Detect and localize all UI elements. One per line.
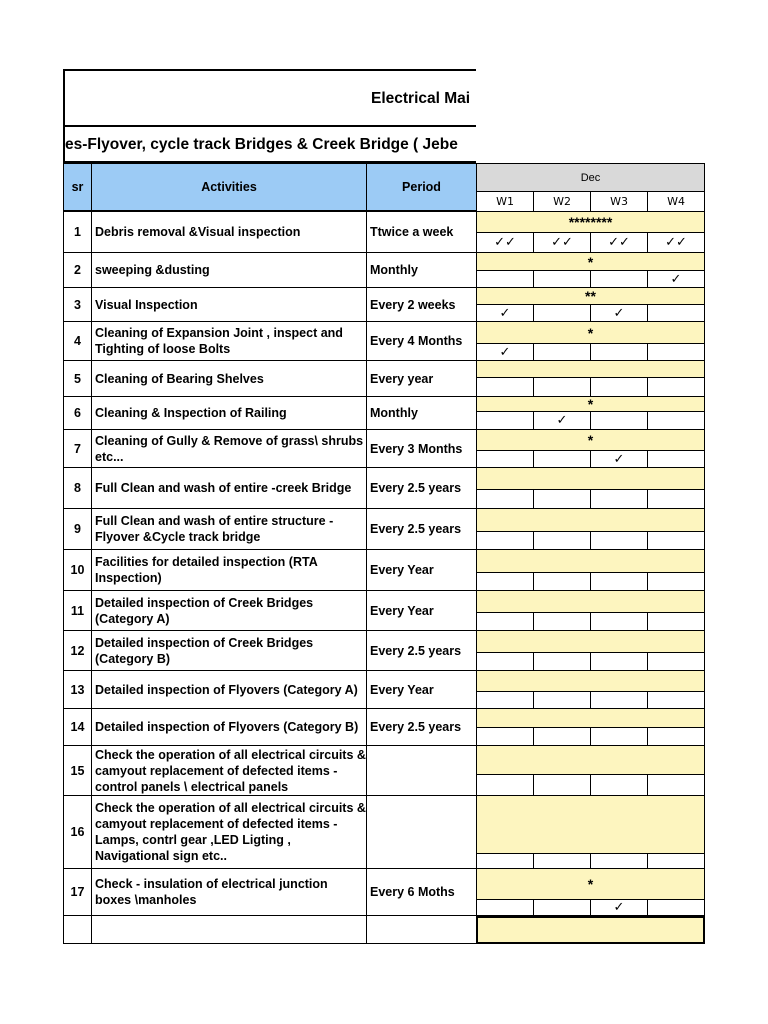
row-1-week-3-done[interactable] bbox=[590, 232, 648, 253]
header-week-3[interactable] bbox=[590, 191, 648, 212]
row-8-week-3-done[interactable] bbox=[590, 489, 648, 509]
row-6-week-2-done[interactable] bbox=[533, 411, 591, 430]
row-13-plan[interactable] bbox=[476, 670, 705, 692]
row-number: 3 bbox=[74, 297, 81, 312]
row-13-week-3-done[interactable] bbox=[590, 691, 648, 709]
row-10-week-2-done[interactable] bbox=[533, 572, 591, 591]
row-15-week-1-done[interactable] bbox=[476, 774, 534, 796]
row-8-week-2-done[interactable] bbox=[533, 489, 591, 509]
row-12-period[interactable] bbox=[366, 630, 477, 671]
row-15-activity[interactable] bbox=[91, 745, 367, 796]
row-13-week-4-done[interactable] bbox=[647, 691, 705, 709]
row-2-period[interactable] bbox=[366, 252, 477, 288]
row-12-week-4-done[interactable] bbox=[647, 652, 705, 671]
period-text: Ttwice a week bbox=[370, 225, 454, 239]
row-number: 13 bbox=[70, 682, 85, 697]
row-12-week-1-done[interactable] bbox=[476, 652, 534, 671]
row-8-period[interactable] bbox=[366, 467, 477, 509]
row-7-week-4-done[interactable] bbox=[647, 450, 705, 468]
done-marks: ✓ bbox=[613, 305, 625, 321]
row-2-activity[interactable] bbox=[91, 252, 367, 288]
row-5-week-4-done[interactable] bbox=[647, 377, 705, 397]
row-5-week-2-done[interactable] bbox=[533, 377, 591, 397]
period-text: Every 2.5 years bbox=[370, 481, 462, 495]
row-14-week-3-done[interactable] bbox=[590, 727, 648, 746]
row-10-plan[interactable] bbox=[476, 549, 705, 573]
row-4-period[interactable] bbox=[366, 321, 477, 361]
activity-text: Cleaning of Expansion Joint , inspect and Tighting of loose Bolts bbox=[95, 326, 343, 356]
row-8-activity[interactable] bbox=[91, 467, 367, 509]
row-14-plan[interactable] bbox=[476, 708, 705, 728]
row-10-activity[interactable] bbox=[91, 549, 367, 591]
done-marks: ✓ bbox=[613, 451, 625, 467]
row-16-activity[interactable] bbox=[91, 795, 367, 869]
sheet-title: Electrical Mai bbox=[371, 90, 471, 107]
activity-text: Detailed inspection of Flyovers (Category B) bbox=[95, 720, 359, 734]
header-week-1[interactable] bbox=[476, 191, 534, 212]
activity-text: Facilities for detailed inspection (RTA Inspection) bbox=[95, 555, 318, 585]
row-1-period[interactable] bbox=[366, 211, 477, 253]
row-number: 15 bbox=[70, 763, 85, 778]
done-marks: ✓ bbox=[670, 271, 682, 287]
period-text: Monthly bbox=[370, 263, 418, 277]
row-9-week-1-done[interactable] bbox=[476, 531, 534, 550]
row-number: 16 bbox=[70, 825, 85, 839]
plan-marks: ** bbox=[585, 288, 596, 304]
row-2-week-1-done[interactable] bbox=[476, 270, 534, 288]
row-number: 11 bbox=[70, 603, 85, 618]
row-7-week-2-done[interactable] bbox=[533, 450, 591, 468]
row-7-week-3-done[interactable] bbox=[590, 450, 648, 468]
row-6-week-4-done[interactable] bbox=[647, 411, 705, 430]
row-10-sr[interactable] bbox=[63, 549, 92, 591]
row-number: 9 bbox=[74, 522, 81, 536]
done-marks: ✓ bbox=[499, 305, 511, 321]
activity-text: Check the operation of all electrical circuits & camyout replacement of defected items -Lamps, contrl gear ,LED Ligting , Navigational sign etc.. bbox=[95, 801, 366, 863]
week-label: W4 bbox=[667, 195, 685, 208]
period-text: Every 2.5 years bbox=[370, 522, 462, 536]
activity-text: Full Clean and wash of entire structure -Flyover &Cycle track bridge bbox=[95, 514, 334, 544]
period-text: Every year bbox=[370, 371, 434, 386]
row-7-plan[interactable] bbox=[476, 429, 705, 451]
activity-text: Detailed inspection of Flyovers (Category A) bbox=[95, 682, 358, 697]
header-period[interactable] bbox=[366, 163, 477, 211]
row-17-activity[interactable] bbox=[91, 868, 367, 916]
row-18-period[interactable] bbox=[366, 915, 477, 944]
row-8-plan[interactable] bbox=[476, 467, 705, 490]
row-6-period[interactable] bbox=[366, 396, 477, 430]
row-11-period[interactable] bbox=[366, 590, 477, 631]
row-number: 8 bbox=[74, 481, 81, 495]
activity-text: Cleaning of Gully & Remove of grass\ shrubs etc... bbox=[95, 433, 364, 464]
row-3-sr[interactable] bbox=[63, 287, 92, 322]
row-number: 1 bbox=[74, 225, 81, 239]
row-number: 4 bbox=[74, 334, 81, 348]
row-9-period[interactable] bbox=[366, 508, 477, 550]
row-14-activity[interactable] bbox=[91, 708, 367, 746]
row-17-period[interactable] bbox=[366, 868, 477, 916]
header-period-label: Period bbox=[402, 180, 441, 194]
week-label: W2 bbox=[553, 195, 571, 208]
row-2-week-2-done[interactable] bbox=[533, 270, 591, 288]
row-1-week-2-done[interactable] bbox=[533, 232, 591, 253]
row-1-activity[interactable] bbox=[91, 211, 367, 253]
row-15-week-3-done[interactable] bbox=[590, 774, 648, 796]
row-number: 2 bbox=[74, 263, 81, 277]
period-text: Monthly bbox=[370, 406, 418, 420]
row-13-week-2-done[interactable] bbox=[533, 691, 591, 709]
row-5-plan[interactable] bbox=[476, 360, 705, 378]
row-7-sr[interactable] bbox=[63, 429, 92, 468]
row-4-week-1-done[interactable] bbox=[476, 343, 534, 361]
row-9-week-2-done[interactable] bbox=[533, 531, 591, 550]
row-9-plan[interactable] bbox=[476, 508, 705, 532]
plan-marks: * bbox=[587, 876, 594, 892]
row-11-week-3-done[interactable] bbox=[590, 612, 648, 631]
row-10-week-1-done[interactable] bbox=[476, 572, 534, 591]
title-banner bbox=[63, 69, 476, 127]
row-1-plan[interactable] bbox=[476, 211, 705, 233]
row-4-plan[interactable] bbox=[476, 321, 705, 344]
header-activities[interactable] bbox=[91, 163, 367, 211]
period-text: Every 2.5 years bbox=[370, 643, 462, 658]
row-11-week-4-done[interactable] bbox=[647, 612, 705, 631]
done-marks: ✓✓ bbox=[665, 235, 687, 250]
row-18-activity[interactable] bbox=[91, 915, 367, 944]
row-7-period[interactable] bbox=[366, 429, 477, 468]
period-text: Every 3 Months bbox=[370, 441, 463, 456]
activity-text: Cleaning & Inspection of Railing bbox=[95, 406, 287, 420]
row-13-week-1-done[interactable] bbox=[476, 691, 534, 709]
row-number: 7 bbox=[74, 441, 81, 456]
row-15-period[interactable] bbox=[366, 745, 477, 796]
row-10-week-3-done[interactable] bbox=[590, 572, 648, 591]
plan-marks: * bbox=[587, 432, 594, 448]
period-text: Every Year bbox=[370, 682, 434, 697]
row-7-activity[interactable] bbox=[91, 429, 367, 468]
row-11-activity[interactable] bbox=[91, 590, 367, 631]
row-number: 6 bbox=[74, 406, 81, 420]
row-4-week-3-done[interactable] bbox=[590, 343, 648, 361]
row-2-week-4-done[interactable] bbox=[647, 270, 705, 288]
period-text: Every 4 Months bbox=[370, 334, 463, 348]
row-3-week-1-done[interactable] bbox=[476, 304, 534, 322]
row-15-week-4-done[interactable] bbox=[647, 774, 705, 796]
activity-text: Visual Inspection bbox=[95, 297, 198, 312]
row-17-week-2-done[interactable] bbox=[533, 899, 591, 916]
row-17-sr[interactable] bbox=[63, 868, 92, 916]
row-2-plan[interactable] bbox=[476, 252, 705, 271]
done-marks: ✓ bbox=[499, 344, 511, 360]
row-12-week-3-done[interactable] bbox=[590, 652, 648, 671]
row-10-week-4-done[interactable] bbox=[647, 572, 705, 591]
row-8-week-1-done[interactable] bbox=[476, 489, 534, 509]
row-3-plan[interactable] bbox=[476, 287, 705, 305]
row-18-plan[interactable] bbox=[476, 916, 705, 944]
header-month[interactable] bbox=[476, 163, 705, 192]
activity-text: Full Clean and wash of entire -creek Bridge bbox=[95, 481, 352, 495]
row-6-sr[interactable] bbox=[63, 396, 92, 430]
row-4-sr[interactable] bbox=[63, 321, 92, 361]
row-17-week-4-done[interactable] bbox=[647, 899, 705, 916]
row-8-sr[interactable] bbox=[63, 467, 92, 509]
header-activities-label: Activities bbox=[201, 180, 257, 194]
row-17-plan[interactable] bbox=[476, 868, 705, 900]
plan-marks: * bbox=[587, 324, 594, 341]
row-13-period[interactable] bbox=[366, 670, 477, 709]
row-15-week-2-done[interactable] bbox=[533, 774, 591, 796]
row-17-week-1-done[interactable] bbox=[476, 899, 534, 916]
row-16-week-1-done[interactable] bbox=[476, 853, 534, 869]
row-3-activity[interactable] bbox=[91, 287, 367, 322]
row-5-week-3-done[interactable] bbox=[590, 377, 648, 397]
activity-text: Check - insulation of electrical junction boxes \manholes bbox=[95, 877, 328, 907]
row-14-week-4-done[interactable] bbox=[647, 727, 705, 746]
row-16-plan[interactable] bbox=[476, 795, 705, 854]
row-5-week-1-done[interactable] bbox=[476, 377, 534, 397]
sheet-subtitle: es-Flyover, cycle track Bridges & Creek Bridge ( Jebe bbox=[65, 136, 458, 153]
activity-text: Check the operation of all electrical circuits & camyout replacement of defected items -control panels \ electrical panels bbox=[95, 747, 366, 794]
week-label: W3 bbox=[610, 195, 628, 208]
row-1-week-1-done[interactable] bbox=[476, 232, 534, 253]
header-week-2[interactable] bbox=[533, 191, 591, 212]
row-14-week-2-done[interactable] bbox=[533, 727, 591, 746]
activity-text: Debris removal &Visual inspection bbox=[95, 225, 301, 239]
row-9-week-3-done[interactable] bbox=[590, 531, 648, 550]
row-4-activity[interactable] bbox=[91, 321, 367, 361]
done-marks: ✓✓ bbox=[608, 235, 630, 250]
row-13-activity[interactable] bbox=[91, 670, 367, 709]
row-16-period[interactable] bbox=[366, 795, 477, 869]
row-12-plan[interactable] bbox=[476, 630, 705, 653]
row-9-activity[interactable] bbox=[91, 508, 367, 550]
row-7-week-1-done[interactable] bbox=[476, 450, 534, 468]
row-12-activity[interactable] bbox=[91, 630, 367, 671]
row-12-sr[interactable] bbox=[63, 630, 92, 671]
row-number: 12 bbox=[70, 643, 85, 658]
header-week-4[interactable] bbox=[647, 191, 705, 212]
row-8-week-4-done[interactable] bbox=[647, 489, 705, 509]
row-11-plan[interactable] bbox=[476, 590, 705, 613]
row-11-week-1-done[interactable] bbox=[476, 612, 534, 631]
activity-text: sweeping &dusting bbox=[95, 263, 210, 277]
row-11-sr[interactable] bbox=[63, 590, 92, 631]
row-18-sr[interactable] bbox=[63, 915, 92, 944]
row-16-week-4-done[interactable] bbox=[647, 853, 705, 869]
row-5-sr[interactable] bbox=[63, 360, 92, 397]
week-label: W1 bbox=[496, 195, 514, 208]
period-text: Every 2 weeks bbox=[370, 297, 456, 312]
row-16-week-3-done[interactable] bbox=[590, 853, 648, 869]
row-3-week-3-done[interactable] bbox=[590, 304, 648, 322]
row-14-period[interactable] bbox=[366, 708, 477, 746]
done-marks: ✓ bbox=[613, 900, 625, 915]
period-text: Every Year bbox=[370, 563, 434, 577]
row-12-week-2-done[interactable] bbox=[533, 652, 591, 671]
done-marks: ✓✓ bbox=[494, 235, 516, 250]
header-sr[interactable] bbox=[63, 163, 92, 211]
period-text: Every Year bbox=[370, 603, 434, 618]
row-6-plan[interactable] bbox=[476, 396, 705, 412]
row-3-week-4-done[interactable] bbox=[647, 304, 705, 322]
row-15-plan[interactable] bbox=[476, 745, 705, 775]
row-1-sr[interactable] bbox=[63, 211, 92, 253]
row-3-period[interactable] bbox=[366, 287, 477, 322]
row-15-sr[interactable] bbox=[63, 745, 92, 796]
row-10-period[interactable] bbox=[366, 549, 477, 591]
row-16-sr[interactable] bbox=[63, 795, 92, 869]
header-sr-label: sr bbox=[71, 180, 84, 194]
row-4-week-4-done[interactable] bbox=[647, 343, 705, 361]
row-3-week-2-done[interactable] bbox=[533, 304, 591, 322]
activity-text: Detailed inspection of Creek Bridges (Category A) bbox=[95, 595, 314, 626]
row-13-sr[interactable] bbox=[63, 670, 92, 709]
row-1-week-4-done[interactable] bbox=[647, 232, 705, 253]
row-17-week-3-done[interactable] bbox=[590, 899, 648, 916]
period-text: Every 2.5 years bbox=[370, 720, 462, 734]
plan-marks: ******** bbox=[568, 214, 613, 230]
row-4-week-2-done[interactable] bbox=[533, 343, 591, 361]
period-text: Every 6 Moths bbox=[370, 885, 455, 899]
activity-text: Detailed inspection of Creek Bridges (Category B) bbox=[95, 635, 314, 666]
row-16-week-2-done[interactable] bbox=[533, 853, 591, 869]
row-number: 5 bbox=[74, 371, 81, 386]
plan-marks: * bbox=[587, 396, 594, 412]
row-number: 17 bbox=[70, 885, 85, 899]
row-9-week-4-done[interactable] bbox=[647, 531, 705, 550]
row-14-week-1-done[interactable] bbox=[476, 727, 534, 746]
header-month-label: Dec bbox=[580, 171, 601, 184]
done-marks: ✓ bbox=[556, 413, 568, 428]
done-marks: ✓✓ bbox=[551, 235, 573, 250]
row-9-sr[interactable] bbox=[63, 508, 92, 550]
row-number: 14 bbox=[70, 720, 85, 734]
row-11-week-2-done[interactable] bbox=[533, 612, 591, 631]
row-2-sr[interactable] bbox=[63, 252, 92, 288]
activity-text: Cleaning of Bearing Shelves bbox=[95, 371, 264, 386]
row-number: 10 bbox=[70, 563, 85, 577]
row-6-week-1-done[interactable] bbox=[476, 411, 534, 430]
row-5-period[interactable] bbox=[366, 360, 477, 397]
row-14-sr[interactable] bbox=[63, 708, 92, 746]
row-2-week-3-done[interactable] bbox=[590, 270, 648, 288]
plan-marks: * bbox=[587, 253, 594, 270]
subtitle-banner bbox=[63, 125, 476, 163]
row-6-activity[interactable] bbox=[91, 396, 367, 430]
row-5-activity[interactable] bbox=[91, 360, 367, 397]
row-6-week-3-done[interactable] bbox=[590, 411, 648, 430]
